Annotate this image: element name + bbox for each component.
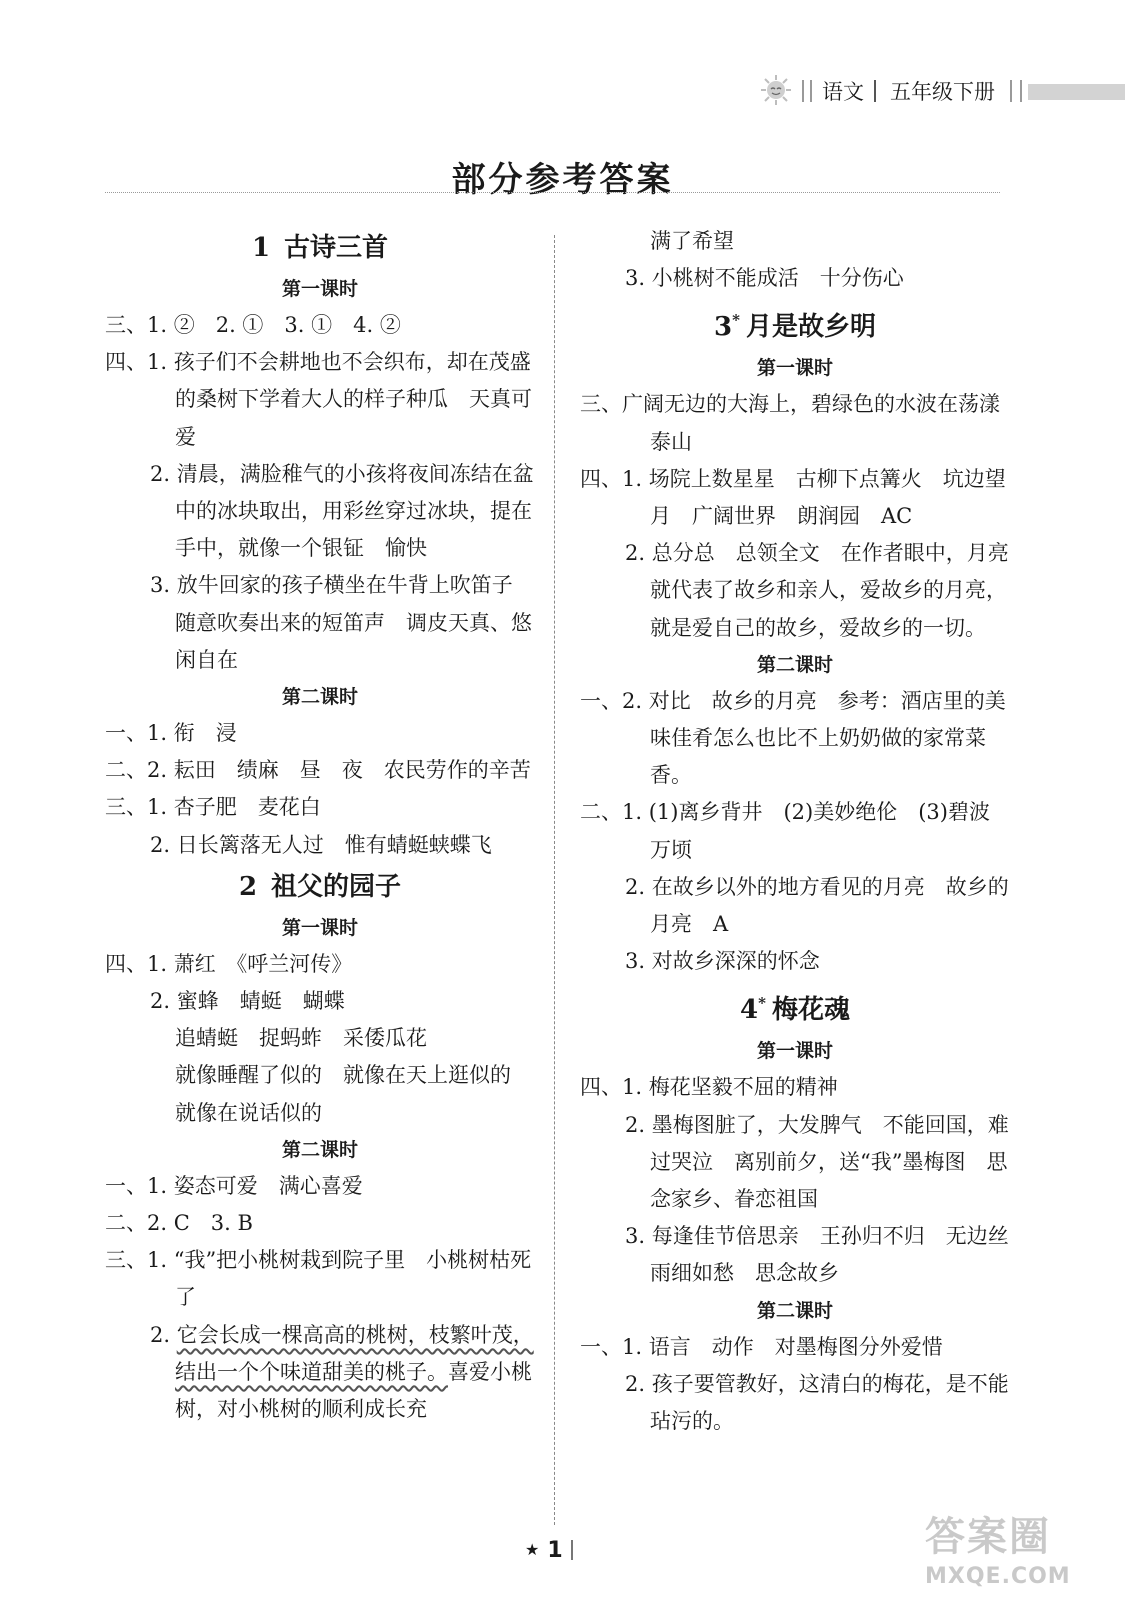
answer-item: 一、2. 对比 故乡的月亮 参考：酒店里的美味佳肴怎么也比不上奶奶做的家常菜香。 <box>580 688 1006 788</box>
answer-item: 一、1. 语言 动作 对墨梅图分外爱惜 <box>580 1334 943 1359</box>
answer-item: 2. 墨梅图脏了，大发脾气 不能回国，难过哭泣 离别前夕，送“我”墨梅图 思念家乡、眷恋祖国 <box>625 1112 1009 1212</box>
answer-item: 二、2. 耘田 绩麻 昼 夜 农民劳作的辛苦 <box>105 758 531 783</box>
lesson-title-3: 3* 月是故乡明 <box>714 311 876 343</box>
answer-item: 四、1. 梅花坚毅不屈的精神 <box>580 1075 838 1100</box>
watermark <box>925 1505 1115 1595</box>
watermark-url: MXQE.COM <box>925 1564 1071 1589</box>
session-heading: 第二课时 <box>281 1138 358 1161</box>
header-divider-bars-right <box>1010 80 1022 102</box>
wavy-underlined-text: 它会长成一棵高高的桃树，枝繁叶茂，结出一个个味道甜美的桃子。 <box>175 1322 534 1384</box>
lesson-title-1: 1 古诗三首 <box>251 233 389 263</box>
page-number: 1 <box>547 1538 563 1563</box>
answer-item: 2. 清晨，满脸稚气的小孩将夜间冻结在盆中的冰块取出，用彩丝穿过冰块，提在手中，就像一个银钲 愉快 <box>150 461 534 561</box>
answer-item: 三、1. ② 2. ① 3. ① 4. ② <box>105 313 401 337</box>
page-header <box>760 72 1125 112</box>
answer-item: 3. 对故乡深深的怀念 <box>625 949 820 974</box>
sun-face-icon <box>760 74 792 106</box>
lesson-title-2: 2 祖父的园子 <box>238 871 402 902</box>
right-column <box>580 223 1021 1440</box>
title-rule <box>105 192 1000 193</box>
answer-item: 四、1. 场院上数星星 古柳下点篝火 坑边望月 广阔世界 朗润园 AC <box>580 466 1006 529</box>
answer-item: 四、1. 萧红 《呼兰河传》 <box>105 951 353 976</box>
header-grade: 五年级下册 <box>890 80 995 104</box>
lesson-title-4: 4* 梅花魂 <box>740 994 850 1026</box>
answer-item: 满了希望 <box>650 229 734 253</box>
session-heading: 第一课时 <box>281 278 358 300</box>
answer-item: 追蜻蜓 捉蚂蚱 采倭瓜花 <box>175 1026 427 1051</box>
answer-item: 一、1. 衔 浸 <box>105 721 237 746</box>
answer-item: 2. 蜜蜂 蜻蜓 蝴蝶 <box>150 989 345 1014</box>
column-divider <box>554 235 555 1525</box>
header-subject: 语文 <box>822 80 864 104</box>
session-heading: 第一课时 <box>281 916 358 939</box>
answer-item: 三、广阔无边的大海上，碧绿色的水波在荡漾 泰山 <box>580 392 1021 454</box>
session-heading: 第二课时 <box>281 686 358 709</box>
header-divider-bars <box>802 80 812 102</box>
left-column <box>105 225 535 1428</box>
header-separator <box>874 80 876 102</box>
star-icon: ★ <box>525 1540 540 1559</box>
answer-item: 四、1. 孩子们不会耕地也不会织布，却在茂盛的桑树下学着大人的样子种瓜 天真可爱 <box>105 350 532 449</box>
answer-item: 3. 每逢佳节倍思亲 王孙归不归 无边丝雨细如愁 思念故乡 <box>625 1224 1009 1286</box>
answer-item: 2. 它会长成一棵高高的桃树，枝繁叶茂，结出一个个味道甜美的桃子。喜爱小桃树，对小桃树的顺利成长充 <box>150 1322 534 1422</box>
answer-item: 一、1. 姿态可爱 满心喜爱 <box>105 1173 363 1198</box>
session-heading: 第二课时 <box>756 653 833 676</box>
answer-item: 3. 放牛回家的孩子横坐在牛背上吹笛子 随意吹奏出来的短笛声 调皮天真、悠闲自在 <box>150 573 534 672</box>
header-gray-bar <box>1028 84 1125 100</box>
answer-item: 就像睡醒了似的 就像在天上逛似的 就像在说话似的 <box>175 1063 532 1125</box>
answer-item: 二、2. C 3. B <box>105 1211 253 1236</box>
watermark-logo: 答案圈 <box>925 1514 1051 1560</box>
answer-item: 二、1. (1)离乡背井 (2)美妙绝伦 (3)碧波万顷 <box>580 800 990 862</box>
session-heading: 第二课时 <box>756 1299 833 1322</box>
answer-item: 2. 孩子要管教好，这清白的梅花，是不能玷污的。 <box>625 1371 1009 1434</box>
answer-item: 三、1. “我”把小桃树栽到院子里 小桃树枯死了 <box>105 1248 532 1310</box>
answer-item: 2. 在故乡以外的地方看见的月亮 故乡的月亮 A <box>625 874 1009 937</box>
footer-bar <box>571 1540 573 1560</box>
answer-item: 2. 日长篱落无人过 惟有蜻蜓蛱蝶飞 <box>150 832 492 857</box>
answer-item: 3. 小桃树不能成活 十分伤心 <box>625 266 904 291</box>
answer-item: 2. 总分总 总领全文 在作者眼中，月亮就代表了故乡和亲人，爱故乡的月亮，就是爱自己的故乡，爱故乡的一切。 <box>625 541 1009 640</box>
answer-item: 三、1. 杏子肥 麦花白 <box>105 795 321 820</box>
session-heading: 第一课时 <box>756 1040 833 1063</box>
page-footer <box>525 1538 573 1563</box>
page-title: 部分参考答案 <box>451 160 674 200</box>
session-heading: 第一课时 <box>756 357 833 380</box>
